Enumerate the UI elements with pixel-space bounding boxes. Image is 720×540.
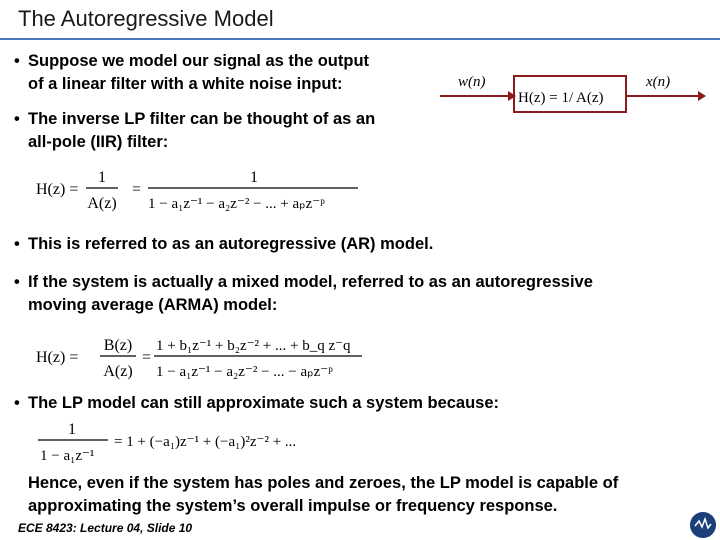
slide-title: The Autoregressive Model: [18, 6, 274, 31]
conclusion-text: [28, 472, 618, 518]
equation-series: [36, 418, 336, 468]
eq-lhs: H(z) =: [36, 349, 79, 366]
bullet-marker: •: [14, 110, 20, 128]
bullet-line: of a linear filter with a white noise input:: [28, 75, 343, 93]
eq-denominator: 1 − a₁z⁻¹ − a₂z⁻² − ... − aₚz⁻ᵖ: [156, 364, 333, 380]
bullet-line: The LP model can still approximate such a system because:: [28, 394, 500, 412]
eq-denominator: 1 − a₁z⁻¹ − a₂z⁻² − ... + aₚz⁻ᵖ: [148, 196, 325, 212]
eq-lhs: H(z) =: [36, 181, 79, 198]
bullet-line: moving average (ARMA) model:: [28, 296, 278, 314]
bullet-line: This is referred to as an autoregressive (AR) model.: [28, 235, 434, 253]
diagram-output-label: x(n): [646, 74, 671, 90]
eq-rhs: = 1 + (−a₁)z⁻¹ + (−a₁)²z⁻² + ...: [114, 434, 297, 450]
eq-numerator: 1: [98, 169, 106, 186]
eq-denominator: A(z): [87, 195, 117, 212]
bullet-line: Suppose we model our signal as the output: [28, 52, 370, 70]
equation-all-pole: [36, 164, 376, 216]
bullet-line: The inverse LP filter can be thought of as an: [28, 110, 376, 128]
diagram-input-label: w(n): [458, 74, 486, 90]
conclusion-line: approximating the system’s overall impulse or frequency response.: [28, 497, 558, 515]
bullet-marker: •: [14, 235, 20, 253]
bullet-arma-model: [14, 271, 593, 317]
bullet-ar-model: [14, 233, 433, 256]
diagram-output-arrowhead: [698, 91, 706, 101]
bullet-marker: •: [14, 52, 20, 70]
bullet-marker: •: [14, 394, 20, 412]
conclusion-line: Hence, even if the system has poles and zeroes, the LP model is capable of: [28, 474, 619, 492]
eq-equals: =: [142, 349, 152, 366]
title-rule: [0, 38, 720, 40]
eq-numerator: B(z): [103, 337, 133, 354]
bullet-white-noise-model: [14, 50, 369, 96]
slide-footer: ECE 8423: Lecture 04, Slide 10: [18, 521, 193, 535]
eq-denominator: A(z): [103, 363, 133, 380]
bullet-line: If the system is actually a mixed model, referred to as an autoregressive: [28, 273, 593, 291]
eq-numerator: 1: [68, 421, 76, 438]
eq-denominator: 1 − a₁z⁻¹: [40, 448, 95, 464]
university-seal-logo: [690, 512, 716, 538]
eq-numerator: 1 + b₁z⁻¹ + b₂z⁻² + ... + b_q z⁻q: [156, 338, 351, 354]
block-diagram: [438, 66, 708, 116]
equation-arma: [36, 330, 376, 386]
bullet-line: all-pole (IIR) filter:: [28, 133, 169, 151]
bullet-lp-approximation: [14, 392, 499, 415]
bullet-marker: •: [14, 273, 20, 291]
bullet-inverse-filter: [14, 108, 375, 154]
eq-equals: =: [132, 181, 142, 198]
eq-numerator: 1: [250, 169, 258, 186]
diagram-filter-label: H(z) = 1/ A(z): [518, 90, 604, 106]
